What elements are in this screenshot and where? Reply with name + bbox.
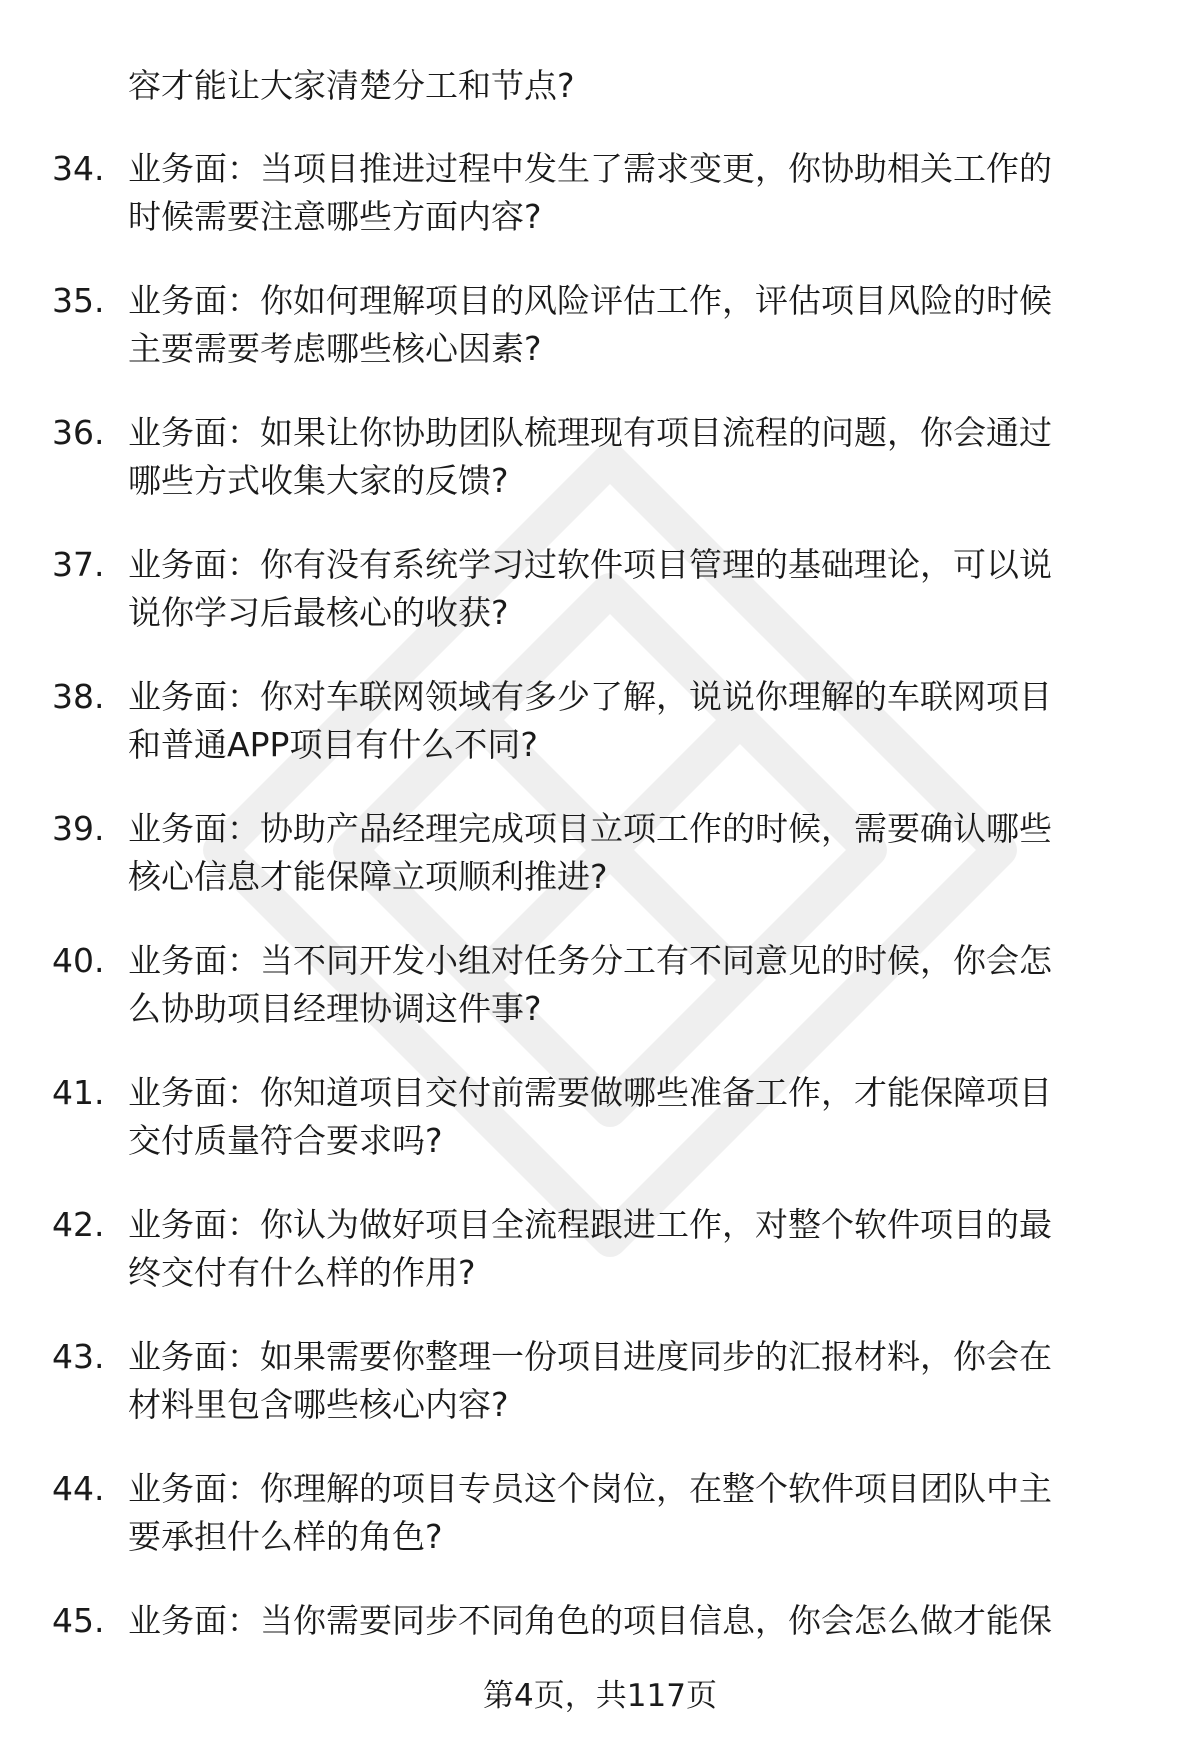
question-number: 39. xyxy=(52,809,105,848)
question-line: 说你学习后最核心的收获? xyxy=(128,593,509,632)
question-text xyxy=(128,805,1138,901)
question-number: 45. xyxy=(52,1601,105,1640)
question-line: 么协助项目经理协调这件事? xyxy=(128,989,542,1028)
list-item xyxy=(0,805,1200,937)
question-line: 业务面：你有没有系统学习过软件项目管理的基础理论，可以说 xyxy=(128,545,1052,584)
question-line: 业务面：当你需要同步不同角色的项目信息，你会怎么做才能保 xyxy=(128,1601,1052,1640)
question-number: 43. xyxy=(52,1337,105,1376)
question-line: 要承担什么样的角色? xyxy=(128,1517,443,1556)
question-line: 终交付有什么样的作用? xyxy=(128,1253,476,1292)
question-text xyxy=(128,277,1138,373)
question-number: 34. xyxy=(52,149,105,188)
question-number: 37. xyxy=(52,545,105,584)
question-text xyxy=(128,1333,1138,1429)
list-item xyxy=(0,1333,1200,1465)
question-line: 业务面：你认为做好项目全流程跟进工作，对整个软件项目的最 xyxy=(128,1205,1052,1244)
question-line: 业务面：如果需要你整理一份项目进度同步的汇报材料，你会在 xyxy=(128,1337,1052,1376)
question-number: 35. xyxy=(52,281,105,320)
question-line: 业务面：你对车联网领域有多少了解，说说你理解的车联网项目 xyxy=(128,677,1052,716)
question-number: 36. xyxy=(52,413,105,452)
list-item xyxy=(0,1465,1200,1597)
question-line: 业务面：你如何理解项目的风险评估工作，评估项目风险的时候 xyxy=(128,281,1052,320)
question-list xyxy=(0,145,1200,1729)
list-item xyxy=(0,409,1200,541)
question-number: 38. xyxy=(52,677,105,716)
continued-question-line: 容才能让大家清楚分工和节点? xyxy=(128,66,575,105)
question-number: 42. xyxy=(52,1205,105,1244)
question-line: 业务面：你理解的项目专员这个岗位，在整个软件项目团队中主 xyxy=(128,1469,1052,1508)
question-text xyxy=(128,541,1138,637)
list-item xyxy=(0,673,1200,805)
question-text xyxy=(128,937,1138,1033)
question-text xyxy=(128,1069,1138,1165)
question-text xyxy=(128,1597,1138,1645)
list-item xyxy=(0,937,1200,1069)
list-item xyxy=(0,541,1200,673)
question-line: 交付质量符合要求吗? xyxy=(128,1121,443,1160)
question-text xyxy=(128,1201,1138,1297)
question-number: 41. xyxy=(52,1073,105,1112)
question-line: 核心信息才能保障立项顺利推进? xyxy=(128,857,608,896)
list-item xyxy=(0,1201,1200,1333)
question-line: 材料里包含哪些核心内容? xyxy=(128,1385,509,1424)
question-line: 和普通APP项目有什么不同? xyxy=(128,725,538,764)
question-text xyxy=(128,145,1138,241)
question-line: 业务面：如果让你协助团队梳理现有项目流程的问题，你会通过 xyxy=(128,413,1052,452)
page-footer: 第4页，共117页 xyxy=(483,1678,717,1714)
question-text xyxy=(128,409,1138,505)
list-item xyxy=(0,277,1200,409)
question-text xyxy=(128,1465,1138,1561)
question-line: 时候需要注意哪些方面内容? xyxy=(128,197,542,236)
question-text xyxy=(128,673,1138,769)
question-line: 哪些方式收集大家的反馈? xyxy=(128,461,509,500)
list-item xyxy=(0,145,1200,277)
list-item xyxy=(0,1069,1200,1201)
question-line: 业务面：协助产品经理完成项目立项工作的时候，需要确认哪些 xyxy=(128,809,1052,848)
question-line: 主要需要考虑哪些核心因素? xyxy=(128,329,542,368)
question-line: 业务面：你知道项目交付前需要做哪些准备工作，才能保障项目 xyxy=(128,1073,1052,1112)
question-line: 业务面：当项目推进过程中发生了需求变更，你协助相关工作的 xyxy=(128,149,1052,188)
question-number: 44. xyxy=(52,1469,105,1508)
question-line: 业务面：当不同开发小组对任务分工有不同意见的时候，你会怎 xyxy=(128,941,1052,980)
question-number: 40. xyxy=(52,941,105,980)
